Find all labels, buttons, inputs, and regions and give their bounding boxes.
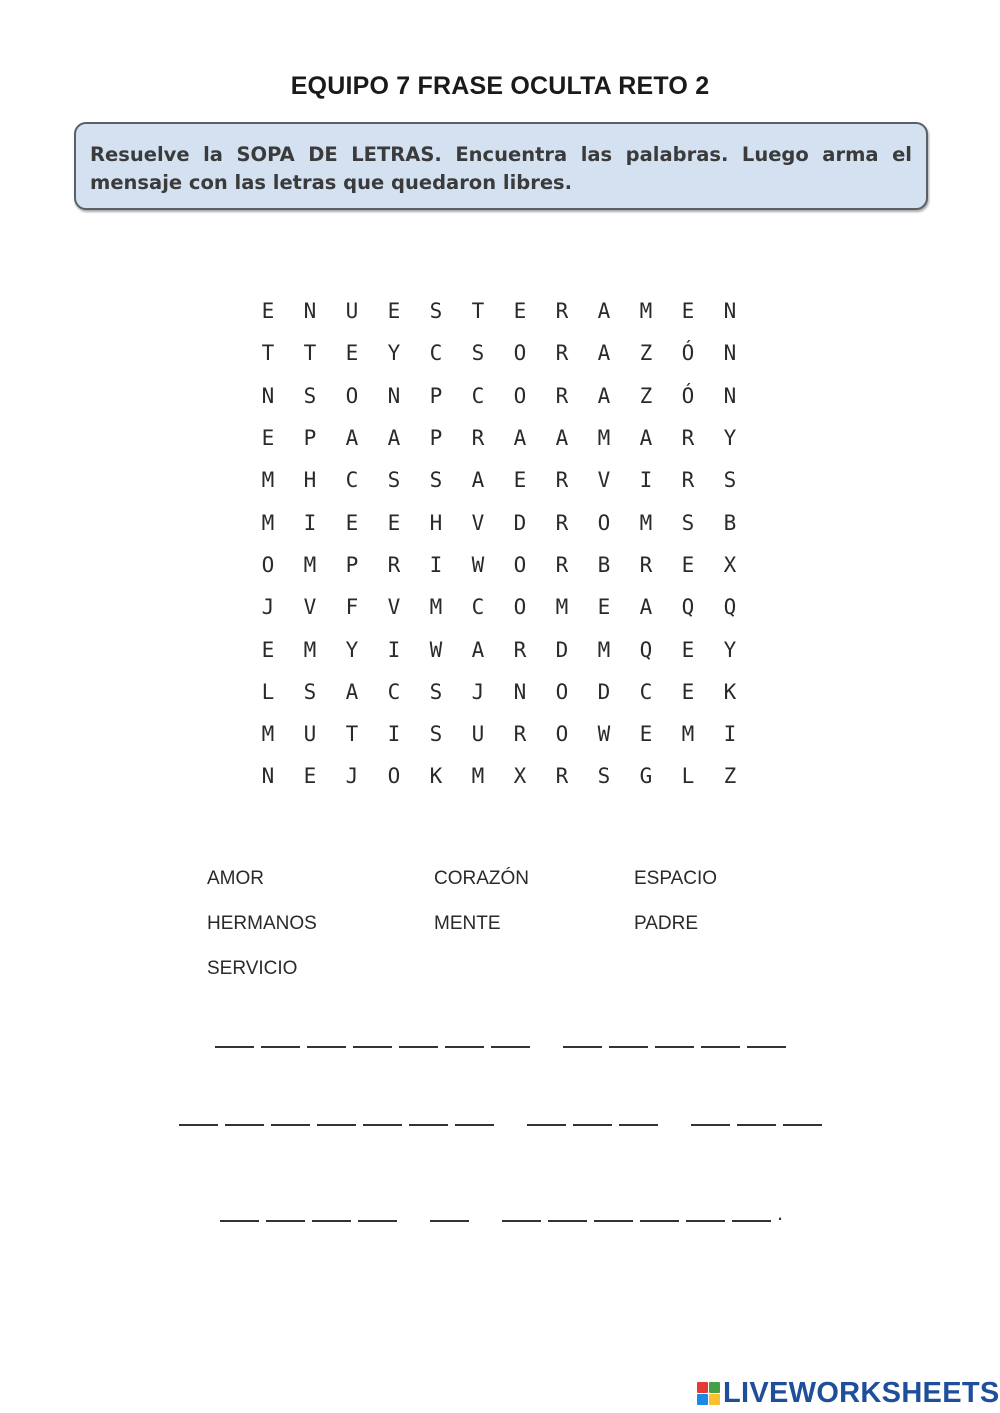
grid-cell: R — [471, 426, 485, 451]
letter-blank[interactable] — [317, 1124, 356, 1126]
letter-blank[interactable] — [353, 1046, 392, 1048]
grid-cell: R — [513, 637, 527, 662]
grid-cell: T — [261, 341, 275, 366]
grid-cell: S — [429, 679, 443, 704]
grid-cell: R — [639, 552, 653, 577]
letter-blank[interactable] — [445, 1046, 484, 1048]
grid-cell: A — [639, 426, 653, 451]
grid-cell: W — [429, 637, 443, 662]
grid-cell: O — [513, 552, 527, 577]
letter-blank[interactable] — [701, 1046, 740, 1048]
grid-cell: E — [681, 552, 695, 577]
grid-cell: J — [345, 764, 359, 789]
grid-cell: E — [261, 299, 275, 324]
letter-blank[interactable] — [548, 1220, 587, 1222]
letter-blank[interactable] — [307, 1046, 346, 1048]
blank-line-row — [0, 1124, 1000, 1126]
grid-cell: L — [261, 679, 275, 704]
word-list-item: HERMANOS — [207, 913, 317, 934]
grid-cell: R — [555, 383, 569, 408]
grid-cell: E — [513, 468, 527, 493]
grid-cell: N — [723, 299, 737, 324]
letter-blank[interactable] — [215, 1046, 254, 1048]
grid-cell: R — [555, 341, 569, 366]
blank-line-row — [0, 1046, 1000, 1048]
grid-cell: E — [513, 299, 527, 324]
grid-cell: M — [681, 722, 695, 747]
grid-cell: R — [555, 764, 569, 789]
grid-cell: B — [597, 552, 611, 577]
grid-cell: O — [513, 383, 527, 408]
grid-cell: A — [597, 383, 611, 408]
blank-word-group — [175, 1124, 497, 1126]
grid-cell: N — [723, 341, 737, 366]
grid-cell: T — [345, 722, 359, 747]
letter-blank[interactable] — [225, 1124, 264, 1126]
grid-cell: U — [471, 722, 485, 747]
grid-cell: X — [513, 764, 527, 789]
grid-cell: Ó — [681, 383, 695, 408]
grid-cell: I — [387, 722, 401, 747]
grid-cell: A — [387, 426, 401, 451]
grid-cell: E — [597, 595, 611, 620]
grid-cell: E — [681, 679, 695, 704]
blank-word-group — [523, 1124, 661, 1126]
letter-blank[interactable] — [430, 1220, 469, 1222]
grid-cell: M — [597, 426, 611, 451]
word-search-grid — [247, 290, 751, 798]
grid-cell: O — [513, 341, 527, 366]
letter-blank[interactable] — [502, 1220, 541, 1222]
grid-cell: M — [471, 764, 485, 789]
letter-blank[interactable] — [737, 1124, 776, 1126]
grid-cell: Y — [387, 341, 401, 366]
grid-cell: Y — [723, 637, 737, 662]
grid-cell: D — [513, 510, 527, 535]
grid-cell: M — [555, 595, 569, 620]
grid-cell: Y — [345, 637, 359, 662]
grid-cell: S — [303, 383, 317, 408]
grid-cell: W — [597, 722, 611, 747]
grid-cell: B — [723, 510, 737, 535]
grid-cell: A — [555, 426, 569, 451]
period-mark: . — [776, 1200, 784, 1225]
grid-cell: R — [513, 722, 527, 747]
grid-cell: A — [639, 595, 653, 620]
grid-cell: U — [345, 299, 359, 324]
grid-cell: N — [303, 299, 317, 324]
grid-cell: Z — [723, 764, 737, 789]
grid-cell: N — [261, 383, 275, 408]
grid-cell: M — [639, 299, 653, 324]
logo-icon-square — [697, 1382, 708, 1393]
grid-cell: O — [261, 552, 275, 577]
grid-cell: X — [723, 552, 737, 577]
letter-blank[interactable] — [691, 1124, 730, 1126]
grid-cell: E — [639, 722, 653, 747]
grid-cell: S — [597, 764, 611, 789]
grid-cell: E — [261, 637, 275, 662]
grid-cell: E — [345, 341, 359, 366]
grid-cell: K — [429, 764, 443, 789]
letter-blank[interactable] — [363, 1124, 402, 1126]
grid-cell: O — [555, 722, 569, 747]
grid-cell: R — [681, 468, 695, 493]
grid-cell: A — [513, 426, 527, 451]
grid-cell: S — [303, 679, 317, 704]
grid-cell: M — [261, 468, 275, 493]
grid-cell: R — [681, 426, 695, 451]
blank-line-row — [0, 1200, 1000, 1225]
grid-cell: E — [261, 426, 275, 451]
word-list-item: MENTE — [434, 913, 501, 934]
grid-cell: S — [387, 468, 401, 493]
letter-blank[interactable] — [640, 1220, 679, 1222]
grid-cell: P — [429, 426, 443, 451]
grid-cell: Q — [681, 595, 695, 620]
grid-cell: I — [639, 468, 653, 493]
grid-cell: A — [597, 341, 611, 366]
letter-blank[interactable] — [455, 1124, 494, 1126]
letter-blank[interactable] — [609, 1046, 648, 1048]
grid-cell: A — [471, 468, 485, 493]
grid-cell: D — [597, 679, 611, 704]
instructions-box — [74, 122, 928, 210]
grid-cell: R — [555, 552, 569, 577]
blank-word-group — [687, 1124, 825, 1126]
grid-cell: O — [555, 679, 569, 704]
logo-text: LIVEWORKSHEETS — [723, 1376, 1000, 1409]
grid-cell: R — [387, 552, 401, 577]
grid-cell: U — [303, 722, 317, 747]
grid-cell: S — [681, 510, 695, 535]
grid-cell: J — [261, 595, 275, 620]
liveworksheets-logo — [697, 1378, 1000, 1408]
letter-blank[interactable] — [358, 1220, 397, 1222]
grid-cell: M — [597, 637, 611, 662]
word-list-item: SERVICIO — [207, 958, 298, 979]
letter-blank[interactable] — [619, 1124, 658, 1126]
grid-cell: I — [303, 510, 317, 535]
grid-cell: Q — [723, 595, 737, 620]
grid-cell: C — [429, 341, 443, 366]
grid-cell: L — [681, 764, 695, 789]
word-list-item: PADRE — [634, 913, 699, 934]
grid-cell: S — [429, 299, 443, 324]
blank-word-group — [559, 1046, 789, 1048]
grid-cell: A — [345, 426, 359, 451]
grid-cell: P — [345, 552, 359, 577]
grid-cell: M — [303, 637, 317, 662]
grid-cell: O — [597, 510, 611, 535]
logo-icon — [697, 1382, 720, 1405]
word-list-item: CORAZÓN — [434, 868, 529, 889]
blank-word-group — [499, 1200, 784, 1225]
grid-cell: A — [597, 299, 611, 324]
letter-blank[interactable] — [527, 1124, 566, 1126]
grid-cell: C — [387, 679, 401, 704]
letter-blank[interactable] — [655, 1046, 694, 1048]
grid-cell: T — [471, 299, 485, 324]
grid-cell: A — [345, 679, 359, 704]
word-list-item: AMOR — [207, 868, 264, 889]
blank-word-group — [427, 1220, 473, 1222]
grid-cell: J — [471, 679, 485, 704]
grid-cell: E — [303, 764, 317, 789]
grid-cell: H — [429, 510, 443, 535]
letter-blank[interactable] — [783, 1124, 822, 1126]
grid-cell: T — [303, 341, 317, 366]
grid-cell: Z — [639, 341, 653, 366]
word-list-item: ESPACIO — [634, 868, 718, 889]
letter-blank[interactable] — [271, 1124, 310, 1126]
grid-cell: R — [555, 299, 569, 324]
grid-cell: N — [723, 383, 737, 408]
grid-cell: Q — [639, 637, 653, 662]
letter-blank[interactable] — [594, 1220, 633, 1222]
grid-cell: I — [723, 722, 737, 747]
grid-cell: C — [471, 383, 485, 408]
grid-cell: C — [471, 595, 485, 620]
grid-cell: I — [429, 552, 443, 577]
grid-cell: H — [303, 468, 317, 493]
grid-cell: N — [387, 383, 401, 408]
grid-cell: P — [429, 383, 443, 408]
grid-cell: O — [387, 764, 401, 789]
grid-cell: K — [723, 679, 737, 704]
letter-blank[interactable] — [266, 1220, 305, 1222]
grid-cell: E — [387, 510, 401, 535]
grid-cell: C — [345, 468, 359, 493]
page-title: EQUIPO 7 FRASE OCULTA RETO 2 — [290, 72, 710, 100]
grid-cell: V — [597, 468, 611, 493]
instructions-text: Resuelve la SOPA DE LETRAS. Encuentra las palabras. Luego arma el mensaje con las letras que quedaron libres. — [90, 143, 912, 194]
logo-icon-square — [709, 1382, 720, 1393]
letter-blank[interactable] — [220, 1220, 259, 1222]
grid-cell: W — [471, 552, 485, 577]
letter-blank[interactable] — [409, 1124, 448, 1126]
grid-cell: S — [429, 468, 443, 493]
grid-cell: C — [639, 679, 653, 704]
grid-cell: M — [639, 510, 653, 535]
grid-cell: N — [261, 764, 275, 789]
letter-blank[interactable] — [747, 1046, 786, 1048]
grid-cell: G — [639, 764, 653, 789]
logo-icon-square — [697, 1394, 708, 1405]
grid-cell: O — [345, 383, 359, 408]
letter-blank[interactable] — [573, 1124, 612, 1126]
grid-cell: N — [513, 679, 527, 704]
grid-cell: R — [555, 510, 569, 535]
letter-blank[interactable] — [399, 1046, 438, 1048]
letter-blank[interactable] — [732, 1220, 771, 1222]
grid-cell: M — [261, 510, 275, 535]
grid-cell: F — [345, 595, 359, 620]
grid-cell: M — [261, 722, 275, 747]
grid-cell: V — [387, 595, 401, 620]
grid-cell: S — [723, 468, 737, 493]
grid-cell: I — [387, 637, 401, 662]
grid-cell: Z — [639, 383, 653, 408]
grid-cell: A — [471, 637, 485, 662]
grid-cell: E — [345, 510, 359, 535]
grid-cell: Y — [723, 426, 737, 451]
grid-cell: O — [513, 595, 527, 620]
grid-cell: V — [303, 595, 317, 620]
letter-blank[interactable] — [686, 1220, 725, 1222]
letter-blank[interactable] — [312, 1220, 351, 1222]
word-list — [207, 868, 807, 988]
grid-cell: M — [429, 595, 443, 620]
grid-cell: D — [555, 637, 569, 662]
blank-word-group — [217, 1220, 401, 1222]
letter-blank[interactable] — [261, 1046, 300, 1048]
blank-word-group — [211, 1046, 533, 1048]
grid-cell: S — [471, 341, 485, 366]
grid-cell: E — [681, 299, 695, 324]
grid-cell: E — [387, 299, 401, 324]
grid-cell: E — [681, 637, 695, 662]
grid-cell: S — [429, 722, 443, 747]
grid-cell: P — [303, 426, 317, 451]
grid-cell: M — [303, 552, 317, 577]
grid-cell: V — [471, 510, 485, 535]
letter-blank[interactable] — [563, 1046, 602, 1048]
grid-cell: Ó — [681, 341, 695, 366]
grid-cell: R — [555, 468, 569, 493]
letter-blank[interactable] — [179, 1124, 218, 1126]
letter-blank[interactable] — [491, 1046, 530, 1048]
logo-icon-square — [709, 1394, 720, 1405]
